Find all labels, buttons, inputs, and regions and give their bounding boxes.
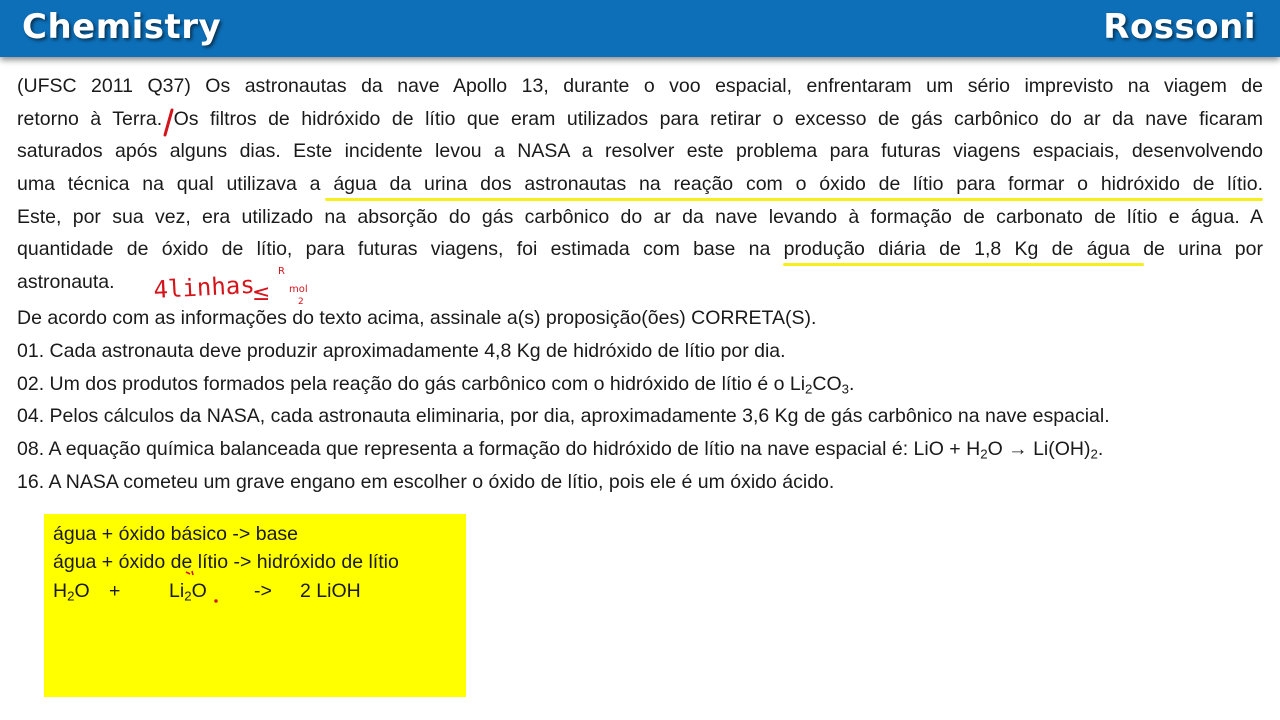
- question-line: quantidade de óxido de lítio, para futuras viagens, foi estimada com base na produção diária de 1,8 Kg de água de urina por: [17, 238, 1263, 261]
- equation-lithium-oxide: $Li_2O$: [169, 580, 207, 604]
- handwritten-letter: 2: [298, 297, 304, 307]
- solution-note-box: [44, 514, 466, 697]
- question-line: uma técnica na qual utilizava a água da urina dos astronautas na reação com o óxido de lítio para formar o hidróxido de lítio.: [17, 173, 1263, 196]
- question-line: saturados após alguns dias. Este incidente levou a NASA a resolver este problema para futuras viagens espaciais, desenvolvendo: [17, 140, 1263, 163]
- instruction-text: De acordo com as informações do texto acima, assinale a(s) proposição(ões) CORRETA(S).: [17, 307, 817, 329]
- question-line: astronauta.: [17, 271, 115, 294]
- note-line-1: água + óxido básico -> base: [53, 523, 299, 545]
- highlight-underline: [325, 198, 1263, 201]
- question-line: Este, por sua vez, era utilizado na absorção do gás carbônico do ar da nave levando à formação de carbonato de lítio e água. A: [17, 205, 1263, 228]
- question-line: retorno à Terra. Os filtros de hidróxido de lítio que eram utilizados para retirar o excesso de gás carbônico do ar da nave ficaram: [17, 107, 1263, 130]
- equation-product: 2 LiOH: [300, 580, 361, 602]
- proposition-04: 04. Pelos cálculos da NASA, cada astronauta eliminaria, por dia, aproximadamente 3,6 Kg de gás carbônico na nave espacial.: [17, 405, 1110, 428]
- equation-arrow: ->: [254, 580, 272, 602]
- question-line: (UFSC 2011 Q37) Os astronautas da nave Apollo 13, durante o voo espacial, enfrentaram um sério imprevisto na viagem de: [17, 75, 1263, 97]
- propositions: [17, 302, 1263, 499]
- handwritten-annotation: 4linhas: [152, 270, 256, 304]
- equation-water: $H_2O$: [53, 580, 90, 604]
- note-line-2: água + óxido de lítio -> hidróxido de lítio: [53, 551, 399, 573]
- proposition-08: 08. A equação química balanceada que representa a formação do hidróxido de lítio na nave espacial é: LiO + $H_2O \to Li(OH)_2$.: [17, 438, 1104, 462]
- proposition-02: 02. Um dos produtos formados pela reação do gás carbônico com o hidróxido de lítio é o $Li_2CO_3$.: [17, 372, 855, 396]
- proposition-16: 16. A NASA cometeu um grave engano em escolher o óxido de lítio, pois ele é um óxido ácido.: [17, 470, 835, 493]
- course-title: Chemistry: [22, 7, 222, 47]
- highlight-underline: [783, 263, 1144, 266]
- handwritten-letter: R: [278, 266, 285, 277]
- title-bar: [0, 0, 1280, 57]
- author-name: Rossoni: [1103, 7, 1256, 47]
- proposition-01: 01. Cada astronauta deve produzir aproximadamente 4,8 Kg de hidróxido de lítio por dia.: [17, 339, 786, 362]
- handwritten-symbol: ≤: [252, 281, 271, 306]
- handwritten-letter: mol: [289, 284, 308, 295]
- equation-plus: +: [109, 580, 121, 602]
